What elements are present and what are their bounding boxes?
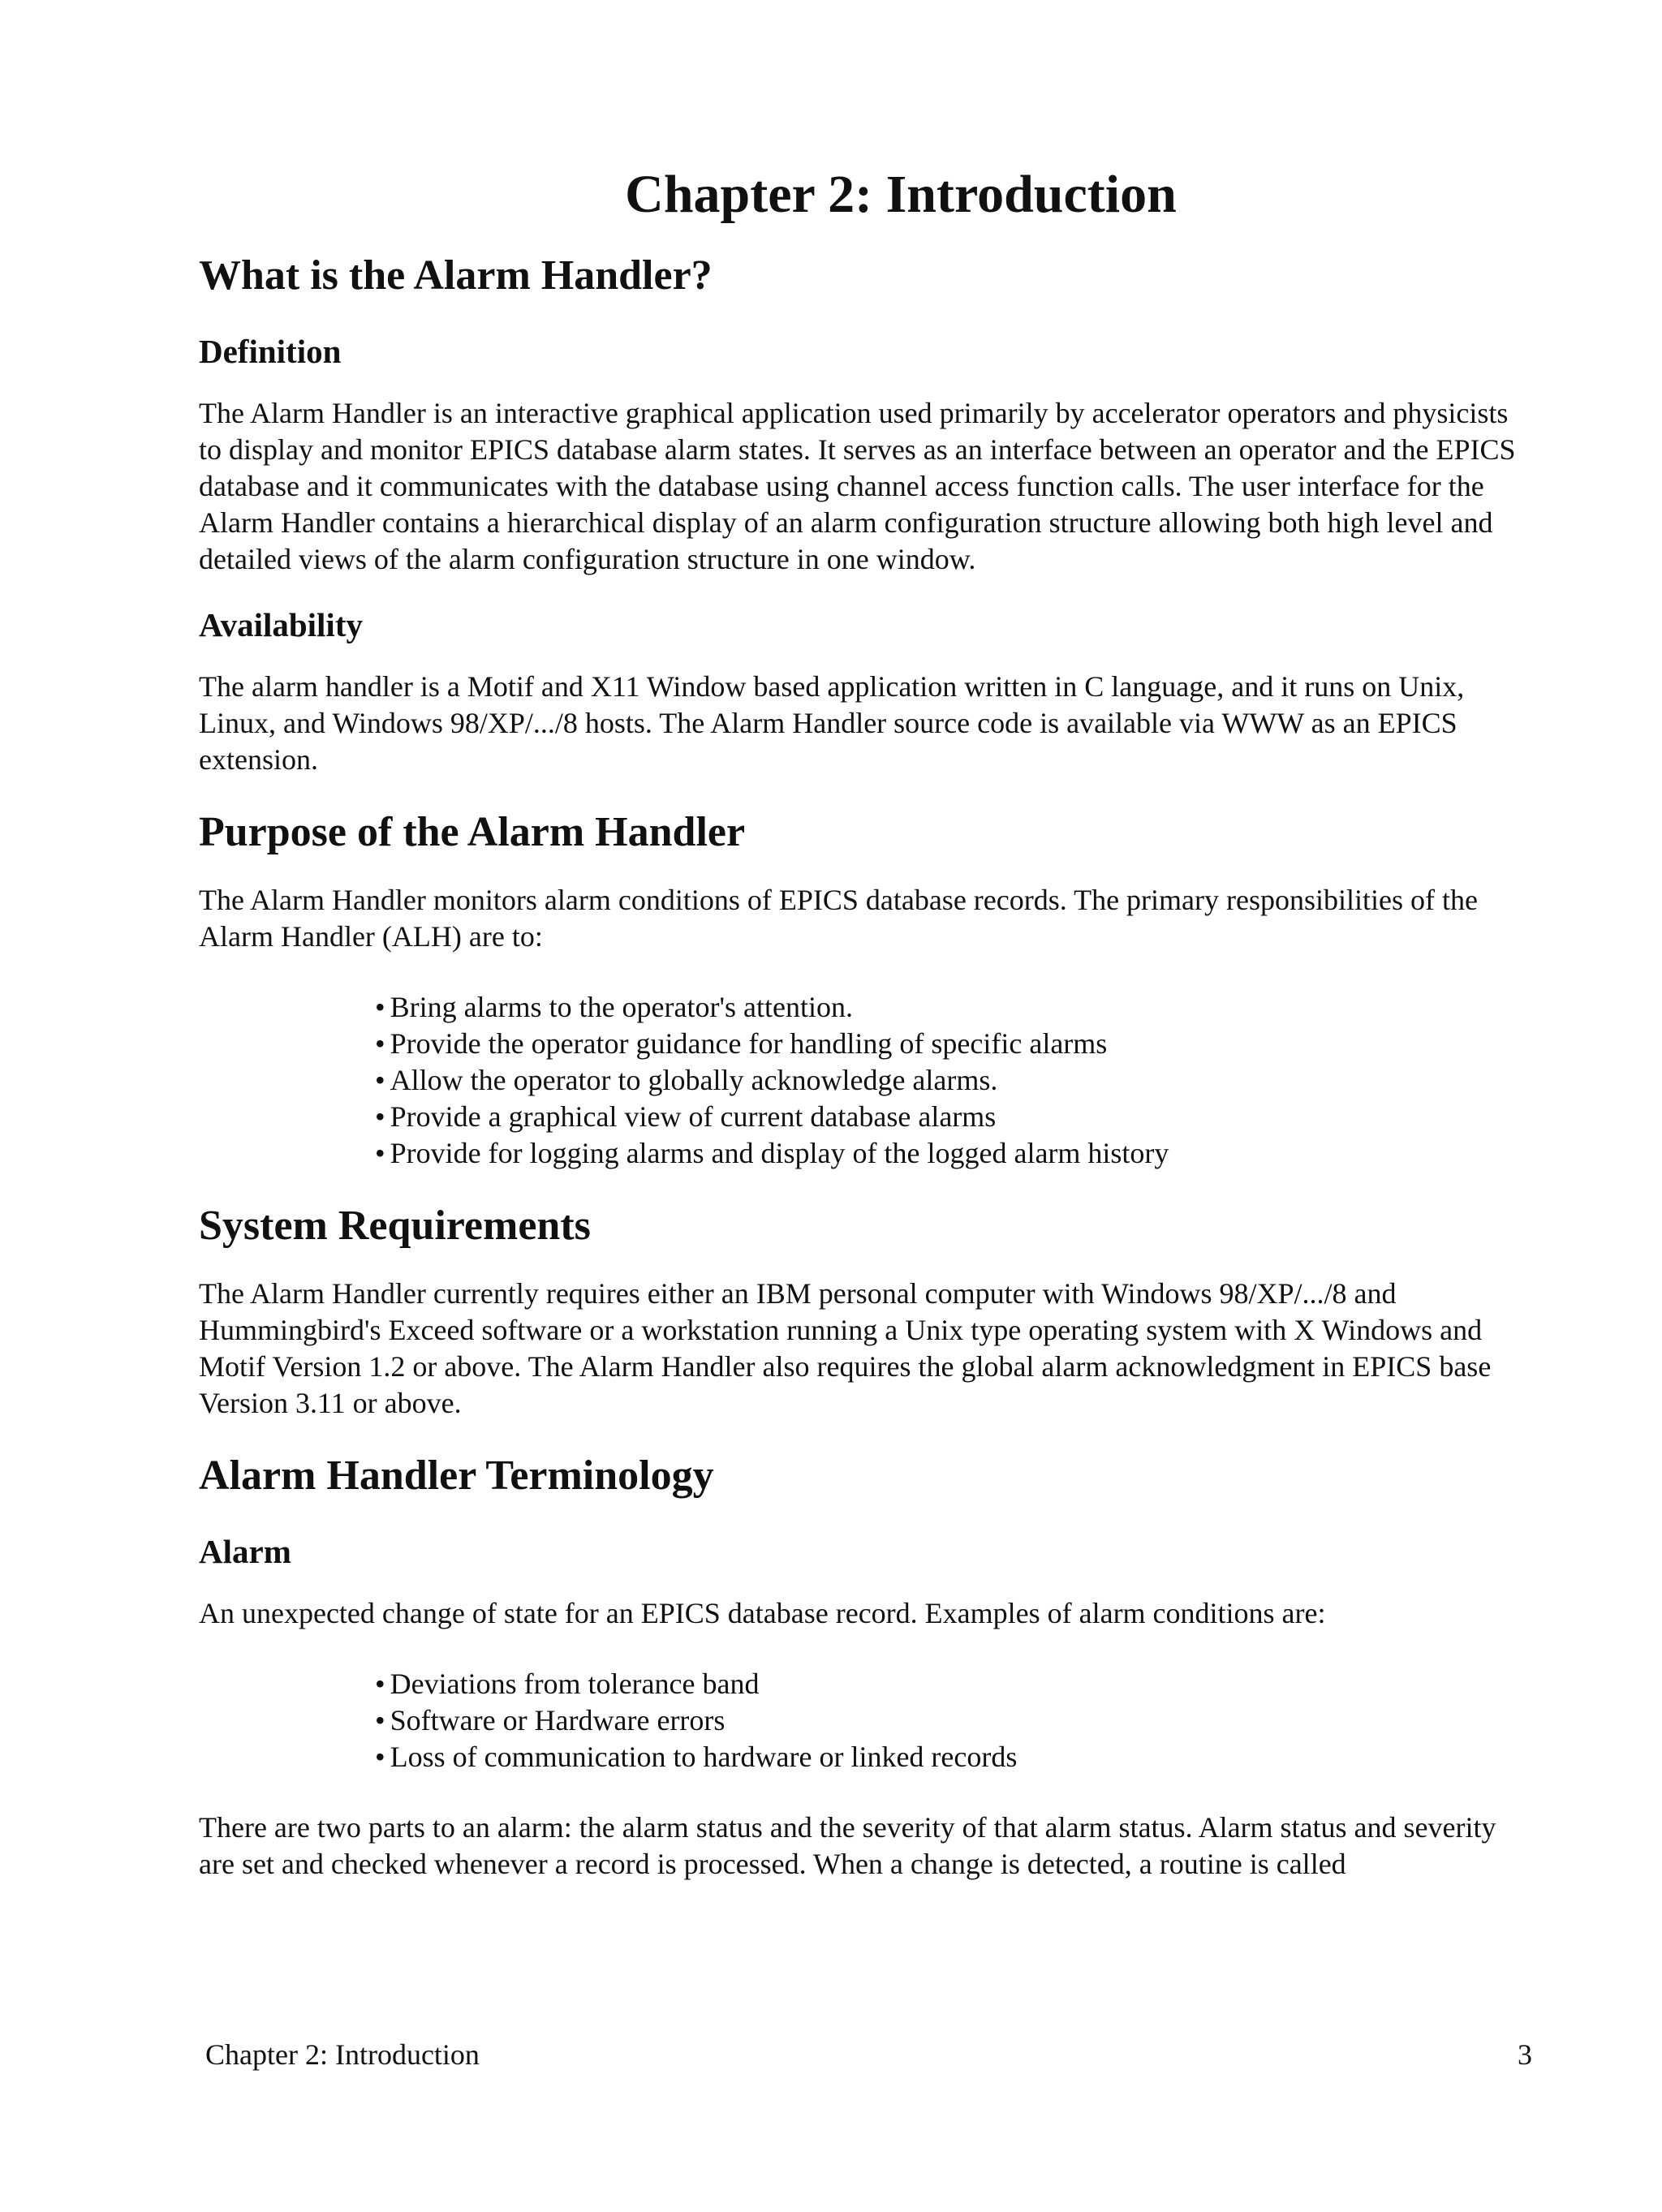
list-item: • Provide a graphical view of current database alarms [375, 1099, 1538, 1135]
section-heading-purpose: Purpose of the Alarm Handler [199, 809, 746, 855]
paragraph-alarm: An unexpected change of state for an EPICS database record. Examples of alarm conditions are: [199, 1597, 1326, 1629]
section-heading-what-is: What is the Alarm Handler? [199, 252, 713, 299]
alarm-bullet-list [199, 1666, 1538, 1775]
footer-chapter-label: Chapter 2: Introduction [205, 2038, 480, 2071]
section-heading-requirements: System Requirements [199, 1203, 591, 1249]
chapter-title: Chapter 2: Introduction [625, 165, 1177, 224]
subheading-alarm: Alarm [199, 1533, 291, 1570]
purpose-bullet-list [199, 989, 1538, 1172]
paragraph-definition: The Alarm Handler is an interactive graphical application used primarily by accelerator operators and physicists to display and monitor EPICS database alarm states. It serves as an interface between an operator and the EPICS database and it communicates with the database using channel access function calls. The user interface for the Alarm Handler contains a hierarchical display of an alarm configuration structure allowing both high level and detailed views of the alarm configuration structure in one window. [199, 397, 1516, 575]
section-heading-terminology: Alarm Handler Terminology [199, 1452, 714, 1499]
paragraph-purpose: The Alarm Handler monitors alarm conditions of EPICS database records. The primary responsibilities of the Alarm Handler (ALH) are to: [199, 884, 1478, 953]
page-number: 3 [1518, 2038, 1532, 2071]
subheading-definition: Definition [199, 333, 342, 370]
list-item: • Provide the operator guidance for handling of specific alarms [375, 1026, 1538, 1062]
list-item: • Provide for logging alarms and display of the logged alarm history [375, 1135, 1538, 1172]
paragraph-availability: The alarm handler is a Motif and X11 Window based application written in C language, and it runs on Unix, Linux, and Windows 98/XP/.../8 hosts. The Alarm Handler source code is available via WWW as an EPICS extension. [199, 670, 1465, 776]
page-content [199, 158, 1538, 1883]
subheading-availability: Availability [199, 606, 363, 643]
paragraph-requirements: The Alarm Handler currently requires either an IBM personal computer with Windows 98/XP/.../8 and Hummingbird's Exceed software or a workstation running a Unix type operating system with X Windows and Motif Version 1.2 or above. The Alarm Handler also requires the global alarm acknowledgment in EPICS base Version 3.11 or above. [199, 1277, 1492, 1419]
paragraph-alarm-parts: There are two parts to an alarm: the alarm status and the severity of that alarm status. Alarm status and severity are set and checked whenever a record is processed. When a change is detected, a routine is called [199, 1811, 1496, 1880]
list-item: • Deviations from tolerance band [375, 1666, 1538, 1702]
list-item: • Loss of communication to hardware or linked records [375, 1739, 1538, 1775]
list-item: • Bring alarms to the operator's attention. [375, 989, 1538, 1026]
list-item: • Software or Hardware errors [375, 1702, 1538, 1739]
list-item: • Allow the operator to globally acknowledge alarms. [375, 1062, 1538, 1099]
